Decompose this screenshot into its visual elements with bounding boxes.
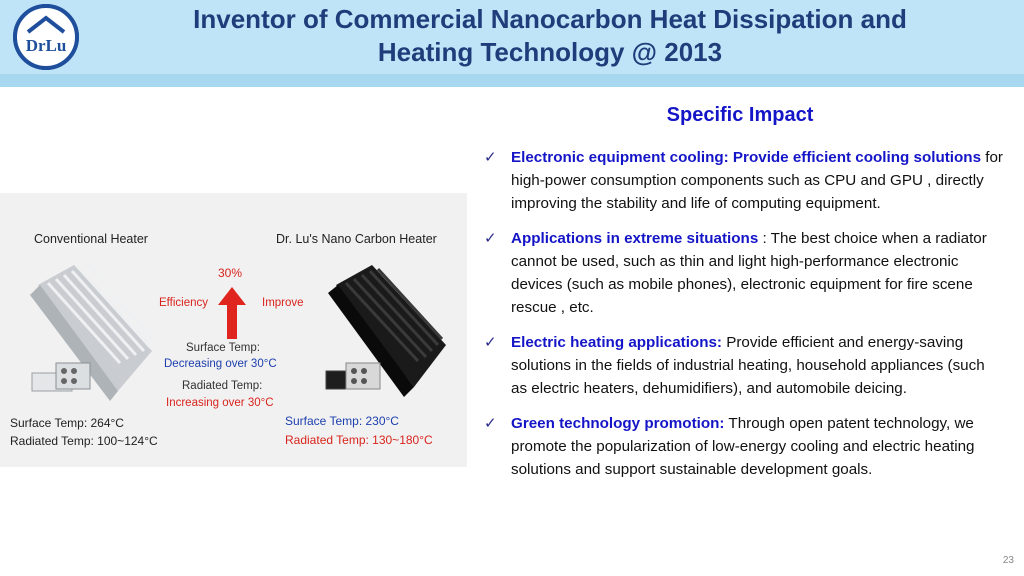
conventional-radiated-temp: Radiated Temp: 100~124°C [10,434,158,448]
conventional-heater-title: Conventional Heater [34,232,148,246]
conventional-surface-temp: Surface Temp: 264°C [10,416,124,430]
improvement-value: 30% [218,266,243,280]
nano-radiated-temp: Radiated Temp: 130~180°C [285,433,433,447]
page-title [100,3,1000,69]
bullet-text: : The best choice when a radiator cannot be used, such as thin and light high-performance electronic devices (such as mobile phones), electronic equipment for fire scene rescue , etc. [511,230,987,316]
bullet-heading: Electric heating applications: [511,334,722,351]
nano-carbon-heater-image [326,265,446,397]
improve-label: Improve [262,297,304,309]
conventional-heater-image [30,265,152,401]
bullet-heading: Electronic equipment cooling: Provide efficient cooling solutions [511,149,982,166]
nano-surface-temp: Surface Temp: 230°C [285,414,399,428]
radiated-temp-change: Increasing over 30°C [166,397,274,409]
check-icon: ✓ [484,415,497,432]
list-item [484,146,1004,215]
improvement-arrow-icon [218,287,246,339]
bullet-text: Provide efficient and energy-saving solutions in the fields of industrial heating, household appliances (such as electric heaters, dehumidifiers), and automobile deicing. [511,334,985,397]
title-line-2: Heating Technology @ 2013 [377,37,723,67]
heater-comparison-figure [0,193,467,467]
check-icon: ✓ [484,149,497,166]
list-item [484,227,1004,319]
check-icon: ✓ [484,230,497,247]
bullet-heading: Applications in extreme situations [511,230,759,247]
surface-temp-heading: Surface Temp: [186,342,260,354]
radiated-temp-heading: Radiated Temp: [182,380,263,392]
title-line-1: Inventor of Commercial Nanocarbon Heat Dissipation and [193,4,907,34]
drlu-logo [13,4,79,70]
surface-temp-change: Decreasing over 30°C [164,358,277,370]
bullet-text: for high-power consumption components such as CPU and GPU , directly improving the stability and life of computing equipment. [511,149,1003,212]
check-icon: ✓ [484,334,497,351]
bullet-text: Through open patent technology, we promote the popularization of low-energy cooling and electric heating solutions and support sustainable development goals. [511,415,975,478]
svg-text:DrLu: DrLu [25,36,67,55]
nano-heater-title: Dr. Lu's Nano Carbon Heater [276,232,437,246]
page-number: 23 [1002,555,1014,566]
section-title: Specific Impact [666,104,814,126]
bullet-heading: Green technology promotion: [511,415,725,432]
list-item [484,331,1004,400]
impact-list [484,146,1004,493]
list-item [484,412,1004,481]
header-band [0,74,1024,87]
efficiency-label: Efficiency [159,297,209,309]
